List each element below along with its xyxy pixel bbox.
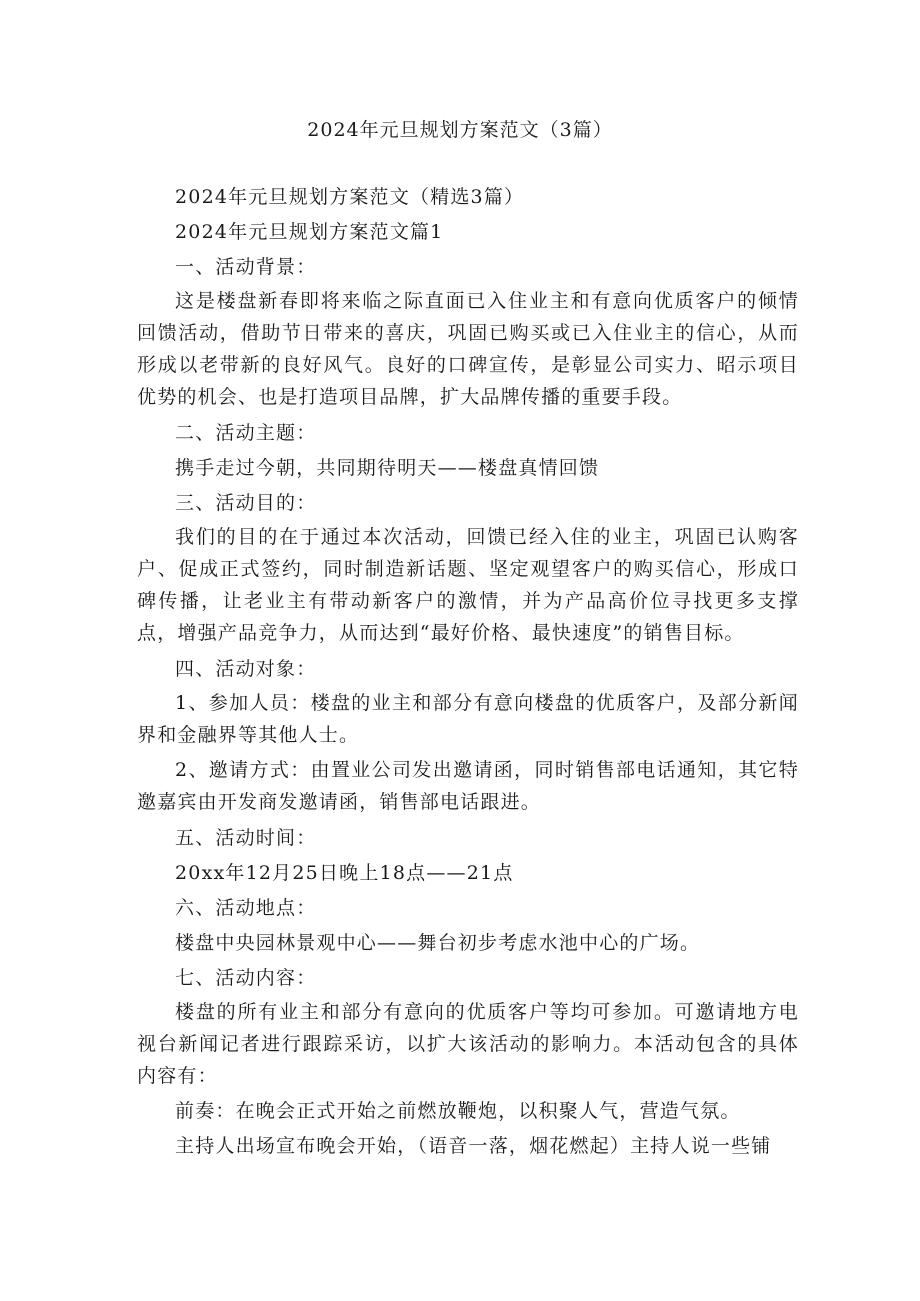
- section-text-target-item1: 1、参加人员：楼盘的业主和部分有意向楼盘的优质客户，及部分新闻界和金融界等其他人士。: [137, 692, 799, 746]
- document-subtitle: 2024年元旦规划方案范文（精选3篇）: [175, 186, 525, 208]
- section-heading-theme: 二、活动主题：: [175, 422, 317, 444]
- section-heading-location: 六、活动地点：: [175, 897, 317, 919]
- section-text-time: 20xx年12月25日晚上18点——21点: [175, 862, 514, 884]
- section-heading-target: 四、活动对象：: [175, 658, 317, 680]
- section-heading-purpose: 三、活动目的：: [175, 492, 317, 514]
- section-text-purpose: 我们的目的在于通过本次活动，回馈已经入住的业主，巩固已认购客户、促成正式签约，同时制造新话题、坚定观望客户的购买信心，形成口碑传播，让老业主有带动新客户的激情，并为产品高价位寻找更多支撑点，增强产品竞争力，从而达到“最好价格、最快速度”的销售目标。: [137, 526, 799, 644]
- section-heading-time: 五、活动时间：: [175, 827, 317, 849]
- document-body: [137, 180, 799, 1165]
- part-heading: 2024年元旦规划方案范文篇1: [175, 221, 444, 243]
- section-text-content: 楼盘的所有业主和部分有意向的优质客户等均可参加。可邀请地方电视台新闻记者进行跟踪采访，以扩大该活动的影响力。本活动包含的具体内容有：: [137, 1001, 799, 1087]
- document-title: 2024年元旦规划方案范文（3篇）: [307, 119, 613, 141]
- section-heading-background: 一、活动背景：: [175, 256, 317, 278]
- section-text-prelude: 前奏：在晚会正式开始之前燃放鞭炮，以积聚人气，营造气氛。: [175, 1100, 741, 1122]
- section-text-target-item2: 2、邀请方式：由置业公司发出邀请函，同时销售部电话通知，其它特邀嘉宾由开发商发邀请函，销售部电话跟进。: [137, 759, 799, 813]
- section-text-host: 主持人出场宣布晚会开始，（语音一落，烟花燃起）主持人说一些铺: [175, 1135, 772, 1157]
- section-heading-content: 七、活动内容：: [175, 967, 317, 989]
- section-text-theme: 携手走过今朝，共同期待明天——楼盘真情回馈: [175, 457, 600, 479]
- section-text-background: 这是楼盘新春即将来临之际直面已入住业主和有意向优质客户的倾情回馈活动，借助节日带来的喜庆，巩固已购买或已入住业主的信心，从而形成以老带新的良好风气。良好的口碑宣传，是彰显公司实力、昭示项目优势的机会、也是打造项目品牌，扩大品牌传播的重要手段。: [137, 290, 799, 408]
- section-text-location: 楼盘中央园林景观中心——舞台初步考虑水池中心的广场。: [175, 932, 701, 954]
